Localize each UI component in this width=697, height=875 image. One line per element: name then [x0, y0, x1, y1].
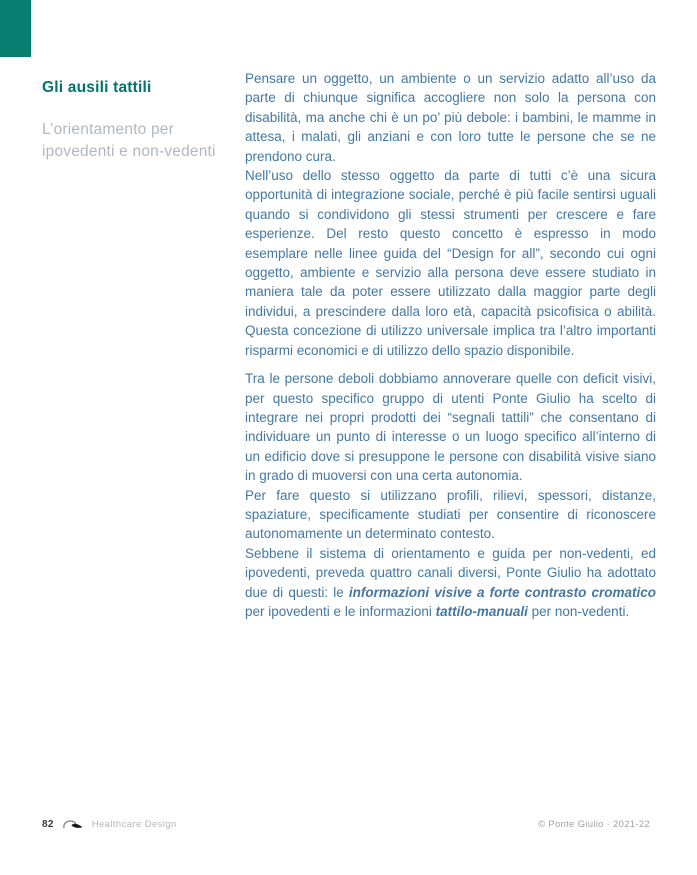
emphasis-run: tattilo-manuali	[435, 603, 528, 619]
text-run: Nell’uso dello stesso oggetto da parte di tutti c’è una sicura opportunità di integrazione sociale, perché è più facile sentirsi uguali quando si condividono gli stessi strumenti per crescere e fare esperienze. Del resto questo concetto è espresso in modo esemplare nelle linee guida del “Design for all”, secondo cui ogni oggetto, ambiente e servizio alla persona deve essere studiato in maniera tale da poter essere utilizzato dalla maggior parte degli individui, a prescindere dalla loro età, capacità psicofisica o abilità. Questa concezione di utilizzo universale implica tra l’altro importanti risparmi economici e di utilizzo dello spazio disponibile.	[245, 168, 656, 358]
paragraph	[245, 544, 656, 622]
text-run: per ipovedenti e le informazioni	[245, 603, 436, 619]
corner-accent-square	[0, 0, 31, 57]
text-run: per non-vedenti.	[527, 603, 630, 619]
page-subtitle: L’orientamento per ipovedenti e non-vedenti	[42, 121, 216, 160]
text-run: Per fare questo si utilizzano profili, rilievi, spessori, distanze, spaziature, specificamente studiati per consentire di riconoscere autonomamente un determinato contesto.	[245, 487, 656, 542]
ponte-giulio-logo-icon	[62, 819, 84, 830]
text-run: Sebbene il sistema di orientamento e guida per non-vedenti, ed ipovedenti, preveda quattro canali diversi, Ponte Giulio ha adottato due di questi: le	[245, 545, 656, 600]
copyright-text: © Ponte Giulio · 2021-22	[538, 818, 650, 830]
page-number: 82	[42, 818, 54, 830]
text-run: Pensare un oggetto, un ambiente o un servizio adatto all’uso da parte di chiunque significa accogliere non solo la persona con disabilità, ma anche chi è un po’ più debole: i bambini, le mamme in attesa, i malati, gli anziani e con loro tutte le persone che se ne prendono cura.	[245, 71, 656, 164]
paragraph	[245, 486, 656, 544]
brand-label: Healthcare Design	[91, 818, 177, 830]
text-run: Tra le persone deboli dobbiamo annoverare quelle con deficit visivi, per questo specifico gruppo di utenti Ponte Giulio ha scelto di integrare nei propri prodotti dei “segnali tattili” che consentano di individuare un punto di interesse o un luogo specifico all’interno di un edificio dove si presuppone le persone con disabilità visive siano in grado di muoversi con una certa autonomia.	[245, 371, 656, 484]
page-footer	[42, 816, 650, 832]
article-body	[245, 69, 656, 621]
page-title: Gli ausili tattili	[42, 79, 152, 96]
paragraph	[245, 369, 656, 485]
emphasis-run: informazioni visive a forte contrasto cromatico	[348, 584, 656, 600]
paragraph	[245, 166, 656, 360]
paragraph	[245, 69, 656, 166]
footer-left	[42, 819, 177, 830]
section-header	[42, 78, 234, 163]
